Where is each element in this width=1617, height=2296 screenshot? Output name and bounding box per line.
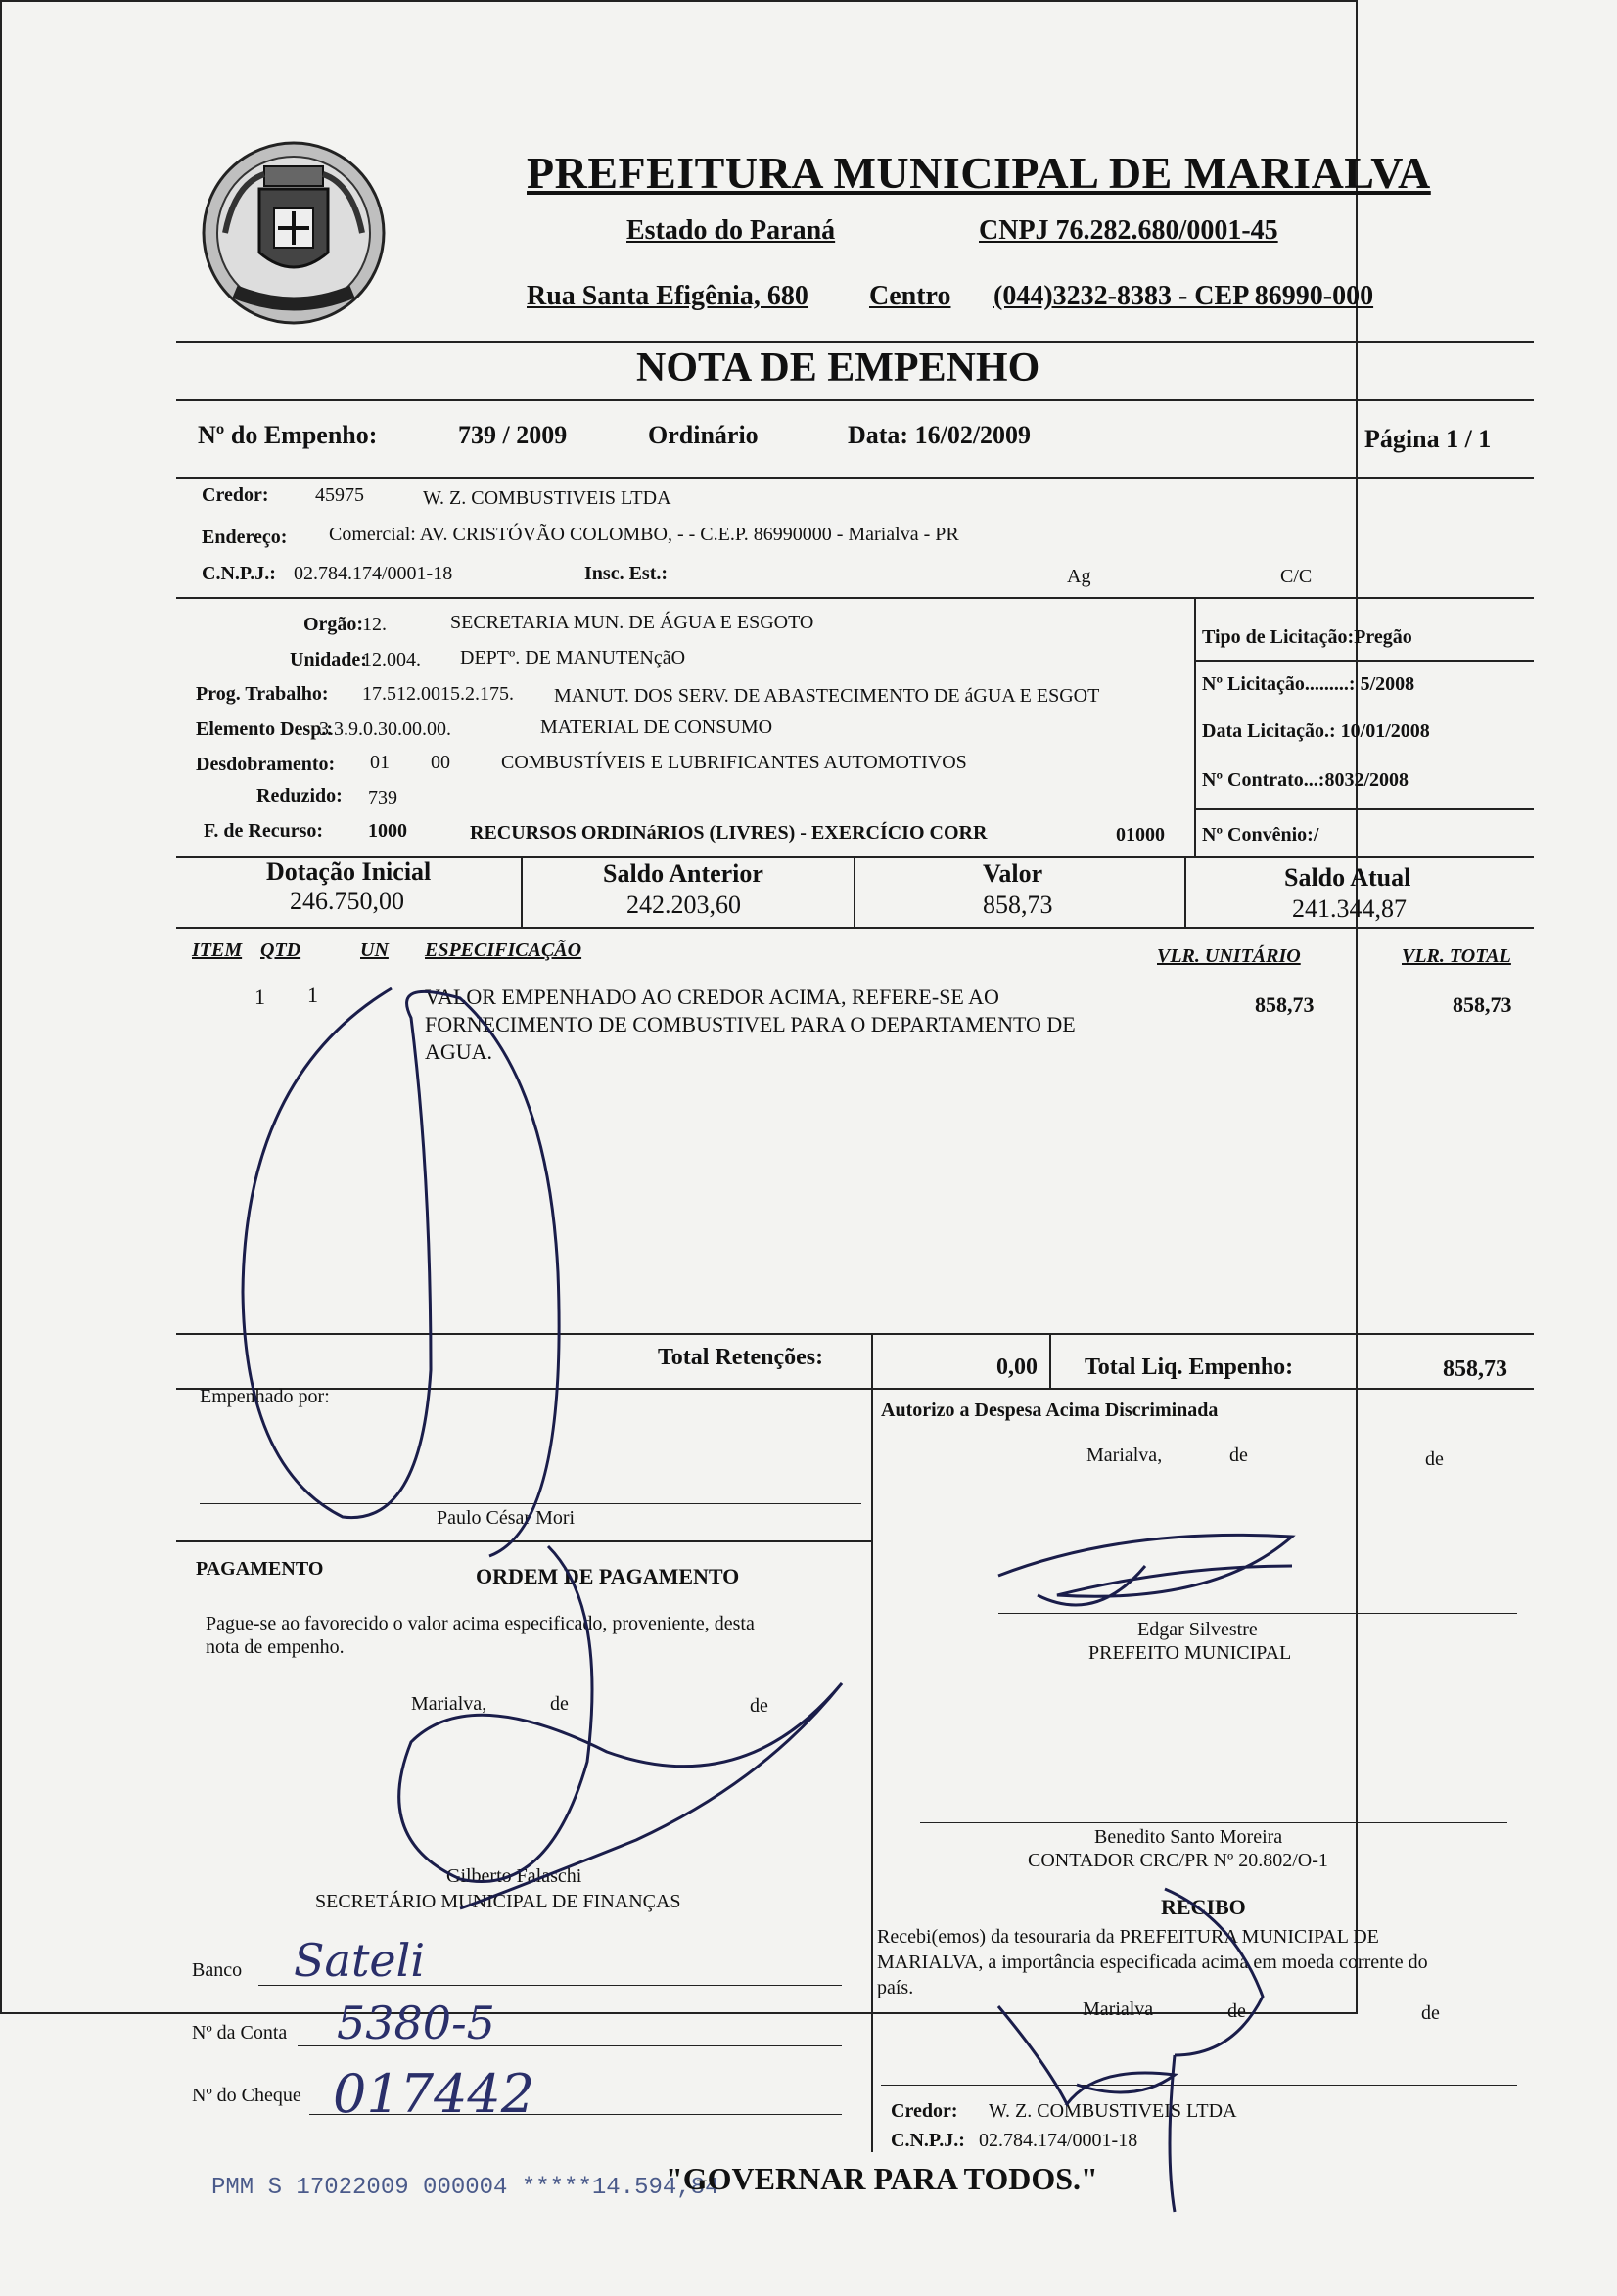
address: Rua Santa Efigênia, 680	[527, 281, 808, 311]
autorizo-text: Autorizo a Despesa Acima Discriminada	[881, 1400, 1219, 1421]
recibo-credor-label: Credor:	[891, 2100, 958, 2122]
recibo-text-line1: Recebi(emos) da tesouraria da PREFEITURA MUNICIPAL DE	[877, 1926, 1379, 1948]
orgao-code: 12.	[362, 614, 387, 635]
reduzido-label: Reduzido:	[256, 785, 343, 806]
page-number: Página 1 / 1	[1364, 425, 1492, 453]
recibo-city: Marialva	[1083, 1998, 1154, 2020]
secretario-title: SECRETÁRIO MUNICIPAL DE FINANÇAS	[315, 1891, 681, 1912]
address-label: Endereço:	[202, 527, 288, 548]
pagamento-text-line2: nota de empenho.	[206, 1636, 345, 1658]
credor-label: Credor:	[202, 484, 269, 506]
recibo-cnpj-value: 02.784.174/0001-18	[979, 2130, 1138, 2151]
recibo-text-line3: país.	[877, 1977, 914, 1998]
reduzido-value: 739	[368, 787, 397, 808]
insc-est-label: Insc. Est.:	[584, 563, 669, 584]
prog-name: MANUT. DOS SERV. DE ABASTECIMENTO DE áGUA E ESGOT	[554, 685, 1100, 707]
autorizo-de2: de	[1425, 1448, 1444, 1470]
empenho-date: Data: 16/02/2009	[848, 421, 1032, 449]
account-label: C/C	[1280, 566, 1313, 587]
conta-label: Nº da Conta	[192, 2022, 288, 2043]
stamp-code: PMM S 17022009 000004 *****14.594,84	[211, 2175, 719, 2201]
item-description-line1: VALOR EMPENHADO AO CREDOR ACIMA, REFERE-SE AO	[425, 985, 999, 1009]
pagamento-de2: de	[750, 1695, 768, 1717]
col-item-header: ITEM	[192, 940, 243, 961]
saldo-atual-value: 241.344,87	[1292, 895, 1407, 923]
ordem-pagamento-title: ORDEM DE PAGAMENTO	[476, 1564, 740, 1588]
recurso-number: 01000	[1116, 824, 1165, 846]
saldo-anterior-label: Saldo Anterior	[603, 859, 763, 888]
pagamento-text-line1: Pague-se ao favorecido o valor acima especificado, proveniente, desta	[206, 1613, 755, 1634]
recibo-credor-name: W. Z. COMBUSTIVEIS LTDA	[989, 2100, 1237, 2122]
credor-cnpj: 02.784.174/0001-18	[294, 563, 453, 584]
valor-label: Valor	[983, 859, 1043, 888]
desdobramento-name: COMBUSTÍVEIS E LUBRIFICANTES AUTOMOTIVOS	[501, 752, 967, 773]
cheque-value: 017442	[333, 2063, 535, 2125]
item-description-line2: FORNECIMENTO DE COMBUSTIVEL PARA O DEPARTAMENTO DE	[425, 1012, 1076, 1036]
convenio-number: Nº Convênio:/	[1202, 824, 1319, 846]
conta-value: 5380-5	[337, 1997, 495, 2049]
valor-value: 858,73	[983, 891, 1053, 919]
total-liquido-label: Total Liq. Empenho:	[1085, 1355, 1294, 1380]
item-total-value: 858,73	[1453, 992, 1512, 1017]
unidade-label: Unidade:	[290, 649, 367, 670]
empenho-number-label: Nº do Empenho:	[198, 421, 378, 449]
agency-label: Ag	[1067, 566, 1091, 587]
pagamento-city: Marialva,	[411, 1693, 487, 1715]
elemento-code: 3.3.9.0.30.00.00.	[319, 718, 451, 740]
recurso-code: 1000	[368, 820, 407, 842]
pagamento-de1: de	[550, 1693, 569, 1715]
autorizo-city: Marialva,	[1086, 1445, 1163, 1466]
desdobramento-code-a: 01	[370, 752, 390, 773]
phone-cep: (044)3232-8383 - CEP 86990-000	[993, 281, 1374, 311]
prog-code: 17.512.0015.2.175.	[362, 683, 514, 705]
empenho-number: 739 / 2009	[458, 421, 568, 449]
dotacao-inicial-label: Dotação Inicial	[266, 857, 432, 886]
item-qty: 1	[307, 983, 318, 1007]
banco-value: Sateli	[294, 1934, 426, 1987]
desdobramento-code-b: 00	[431, 752, 450, 773]
secretario-name: Gilberto Falaschi	[446, 1865, 582, 1887]
unidade-code: 12.004.	[362, 649, 421, 670]
col-un-header: UN	[360, 940, 389, 961]
col-qtd-header: QTD	[260, 940, 301, 961]
document-title: NOTA DE EMPENHO	[636, 345, 1040, 390]
slogan: "GOVERNAR PARA TODOS."	[666, 2161, 1098, 2196]
empenho-type: Ordinário	[648, 421, 759, 449]
retencoes-value: 0,00	[996, 1355, 1038, 1380]
recibo-cnpj-label: C.N.P.J.:	[891, 2130, 965, 2151]
cnpj-prefeitura: CNPJ 76.282.680/0001-45	[979, 215, 1278, 246]
item-description-line3: AGUA.	[425, 1039, 493, 1064]
contador-name: Benedito Santo Moreira	[1094, 1826, 1283, 1848]
contract-number: Nº Contrato...:8032/2008	[1202, 769, 1409, 791]
desdobramento-label: Desdobramento:	[196, 754, 336, 775]
licitacao-type: Tipo de Licitação:Pregão	[1202, 626, 1412, 648]
credor-code: 45975	[315, 484, 364, 506]
municipal-crest-logo	[196, 135, 392, 331]
prefeito-name: Edgar Silvestre	[1137, 1619, 1258, 1640]
saldo-anterior-value: 242.203,60	[626, 891, 741, 919]
saldo-atual-label: Saldo Atual	[1284, 863, 1411, 892]
contador-title: CONTADOR CRC/PR Nº 20.802/O-1	[1028, 1850, 1328, 1871]
empenhado-por-label: Empenhado por:	[200, 1386, 330, 1407]
banco-label: Banco	[192, 1959, 243, 1981]
unidade-name: DEPTº. DE MANUTENçãO	[460, 647, 686, 668]
elemento-label: Elemento Desp.:	[196, 718, 333, 740]
state-name: Estado do Paraná	[626, 215, 836, 246]
autorizo-de1: de	[1229, 1445, 1248, 1466]
recibo-de1: de	[1227, 2000, 1246, 2022]
page-title: PREFEITURA MUNICIPAL DE MARIALVA	[527, 148, 1431, 198]
licitacao-number: Nº Licitação.........: 5/2008	[1202, 673, 1415, 695]
recibo-text-line2: MARIALVA, a importância especificada acima em moeda corrente do	[877, 1952, 1428, 1973]
empenhado-por-name: Paulo César Mori	[437, 1507, 576, 1529]
prog-label: Prog. Trabalho:	[196, 683, 329, 705]
col-espec-header: ESPECIFICAÇÃO	[425, 940, 582, 961]
licitacao-date: Data Licitação.: 10/01/2008	[1202, 720, 1430, 742]
district: Centro	[869, 281, 951, 311]
orgao-label: Orgão:	[303, 614, 364, 635]
recibo-title: RECIBO	[1161, 1895, 1246, 1919]
elemento-name: MATERIAL DE CONSUMO	[540, 716, 773, 738]
cnpj-label: C.N.P.J.:	[202, 563, 276, 584]
recurso-name: RECURSOS ORDINáRIOS (LIVRES) - EXERCÍCIO CORR	[470, 822, 988, 844]
pagamento-label: PAGAMENTO	[196, 1558, 324, 1580]
recurso-label: F. de Recurso:	[204, 820, 324, 842]
credor-address: Comercial: AV. CRISTÓVÃO COLOMBO, - - C.E.P. 86990000 - Marialva - PR	[329, 524, 959, 545]
item-unit-value: 858,73	[1255, 992, 1315, 1017]
total-liquido-value: 858,73	[1443, 1356, 1507, 1382]
prefeito-title: PREFEITO MUNICIPAL	[1088, 1642, 1292, 1664]
retencoes-label: Total Retenções:	[658, 1345, 824, 1370]
recibo-de2: de	[1421, 2002, 1440, 2024]
col-unit-header: VLR. UNITÁRIO	[1157, 945, 1301, 967]
cheque-label: Nº do Cheque	[192, 2085, 301, 2106]
item-number: 1	[254, 985, 265, 1009]
col-total-header: VLR. TOTAL	[1402, 945, 1511, 967]
credor-name: W. Z. COMBUSTIVEIS LTDA	[423, 487, 671, 509]
dotacao-inicial-value: 246.750,00	[290, 887, 404, 915]
orgao-name: SECRETARIA MUN. DE ÁGUA E ESGOTO	[450, 612, 814, 633]
